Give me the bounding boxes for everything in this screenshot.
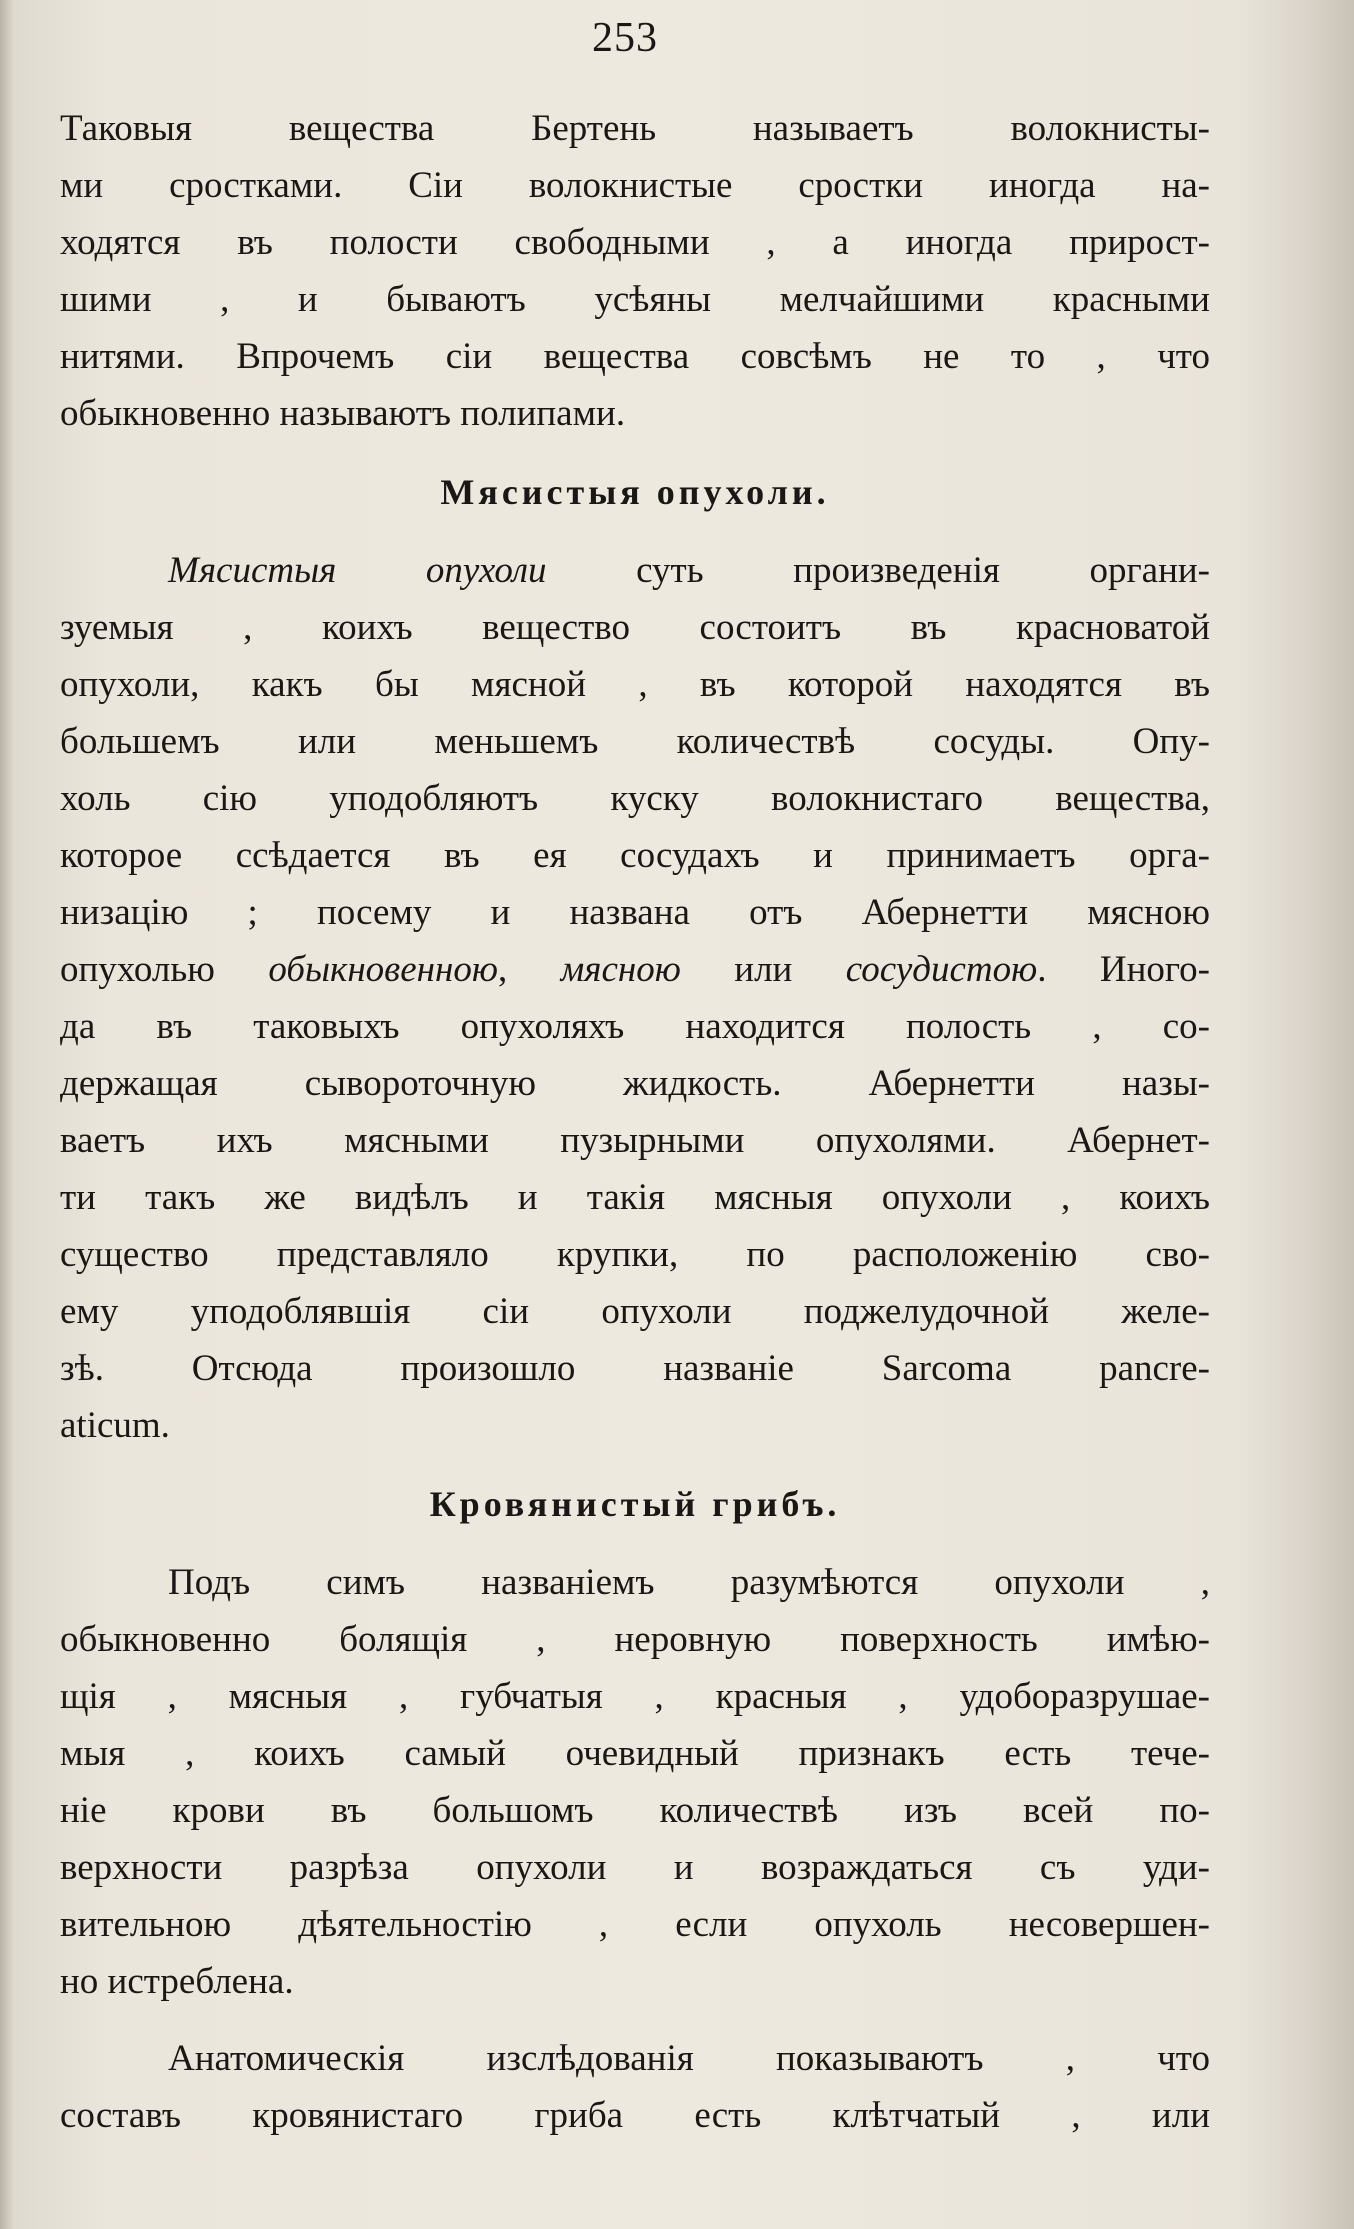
paragraph-line: ніе крови въ большомъ количествѣ изъ всей по- (60, 1790, 1210, 1831)
paragraph-line: ходятся въ полости свободными , а иногда приpост- (60, 222, 1210, 263)
page-gutter-shadow (0, 0, 14, 2229)
italic-term: Мясистыя опухоли (168, 550, 547, 591)
paragraph-line: ти такъ же видѣлъ и такія мясныя опухоли , коихъ (60, 1177, 1210, 1218)
paragraph-line: большемъ или меньшемъ количествѣ сосуды. Опу- (60, 721, 1210, 762)
paragraph-line: Подъ симъ названіемъ разумѣются опухоли , (168, 1562, 1210, 1603)
paragraph-line: щія , мясныя , губчатыя , красныя , удоборазрушае- (60, 1676, 1210, 1717)
paragraph-line: зѣ. Отсюда произошло названіе Sarcoma pancre- (60, 1348, 1210, 1389)
paragraph-line: обыкновенно болящія , неровную поверхность имѣю- (60, 1619, 1210, 1660)
paragraph-line: aticum. (60, 1405, 170, 1446)
paragraph-line: ваетъ ихъ мясными пузырными опухолями. Абернет- (60, 1120, 1210, 1161)
italic-term: мясною (560, 949, 681, 990)
line-text: суть произведенія органи- (546, 550, 1210, 591)
paragraph-line (60, 941, 1210, 998)
italic-term: сосудистою (845, 949, 1038, 990)
paragraph-line: которое ссѣдается въ ея сосудахъ и принимаетъ орга- (60, 835, 1210, 876)
paragraph-line: составъ кровянистаго гриба есть клѣтчатый , или (60, 2095, 1210, 2136)
paragraph-line: ми сростками. Сіи волокнистые сростки иногда на- (60, 165, 1210, 206)
paragraph-line: да въ таковыхъ опухоляхъ находится полость , со- (60, 1006, 1210, 1047)
text-column (60, 100, 1210, 2144)
paragraph-line: обыкновенно называютъ полипами. (60, 393, 626, 434)
paragraph-line: но истреблена. (60, 1961, 294, 2002)
page-number: 253 (592, 15, 658, 61)
page-edge-shadow (1234, 0, 1354, 2229)
line-text: . Иного- (1037, 949, 1210, 990)
line-text: опухолью (60, 949, 269, 990)
paragraph-line: ему уподоблявшія сіи опухоли поджелудочной желе- (60, 1291, 1210, 1332)
paragraph-line: верхности разрѣза опухоли и возраждаться съ уди- (60, 1847, 1210, 1888)
paragraph-line: мыя , коихъ самый очевидный признакъ есть тече- (60, 1733, 1210, 1774)
line-text: или (680, 949, 846, 990)
paragraph-line: существо представляло крупки, по расположенію сво- (60, 1234, 1210, 1275)
paragraph-line: держащая сывороточную жидкость. Абернетти назы- (60, 1063, 1210, 1104)
paragraph-line: нитями. Впрочемъ сіи вещества совсѣмъ не то , что (60, 336, 1210, 377)
paragraph-line: низацію ; посему и названа отъ Абернетти мясною (60, 892, 1210, 933)
line-text: , (497, 949, 561, 990)
paragraph-line (60, 542, 1210, 599)
paragraph-line: опухоли, какъ бы мясной , въ которой находятся въ (60, 664, 1210, 705)
paragraph-line: зуемыя , коихъ вещество состоитъ въ красноватой (60, 607, 1210, 648)
paragraph-line: вительною дѣятельностію , если опухоль несовершен- (60, 1904, 1210, 1945)
paragraph-line: холь сію уподобляютъ куску волокнистаго вещества, (60, 778, 1210, 819)
paragraph-line: шими , и бываютъ усѣяны мелчайшими красными (60, 279, 1210, 320)
paragraph-line: Таковыя вещества Бертень называетъ волокнисты- (60, 108, 1210, 149)
paragraph-line: Анатомическія изслѣдованія показываютъ , что (168, 2038, 1210, 2079)
section-heading-fleshy-tumors: Мясистыя опухоли. (440, 472, 830, 512)
italic-term: обыкновенною (268, 949, 498, 990)
section-heading-blood-fungus: Кровянистый грибъ. (429, 1484, 841, 1524)
